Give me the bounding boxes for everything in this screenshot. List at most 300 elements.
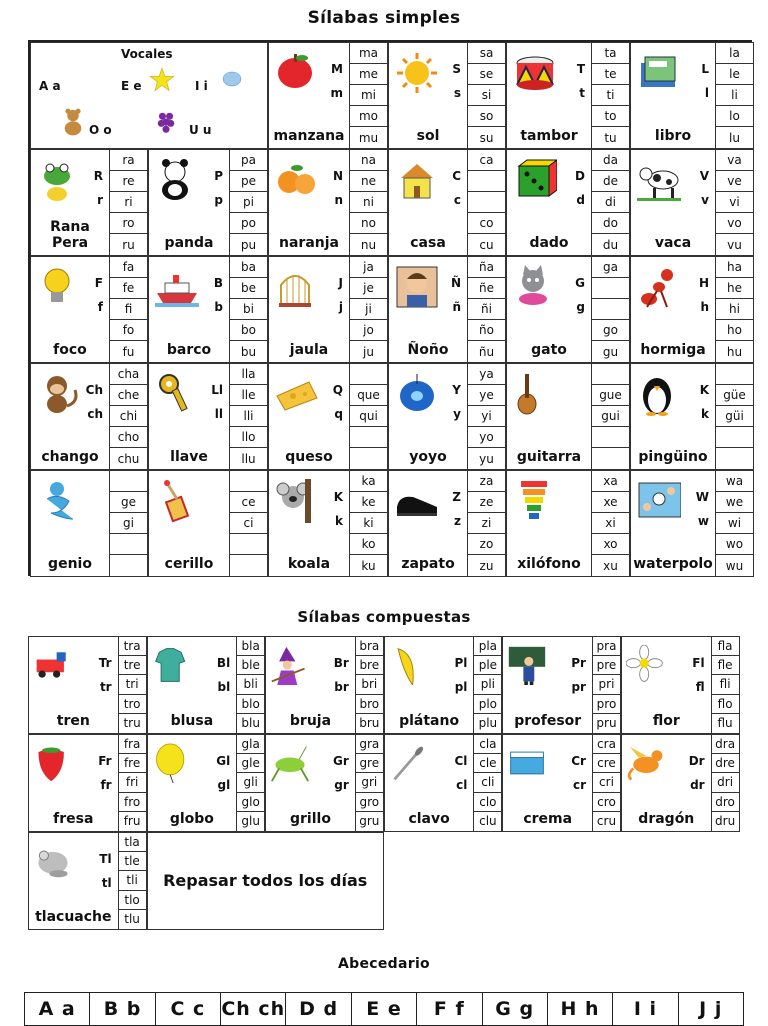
alphabet-letter: I i (613, 993, 678, 1025)
key-word: pingüino (638, 449, 708, 465)
xylophone-icon (513, 479, 557, 523)
syllable-block (30, 256, 148, 363)
letter: tr (99, 680, 112, 694)
alphabet-letter: Ch ch (221, 993, 286, 1025)
syllable-column (711, 637, 739, 733)
syllable-column (591, 43, 629, 148)
syllable-cell: pu (240, 237, 257, 252)
key-letters (575, 164, 585, 212)
syllable-cell: ji (350, 299, 387, 320)
syllable-cell: na (350, 150, 387, 171)
syllable-cell: tre (119, 656, 146, 675)
syllable-cell: ce (230, 492, 267, 513)
syllable-cell: gra (356, 735, 383, 754)
syllable-cell: gli (237, 773, 264, 792)
syllable-cell: cha (110, 364, 147, 385)
key-word: llave (170, 449, 208, 465)
syllable-column (592, 735, 620, 831)
letter: Tl (99, 852, 112, 866)
syllable-cell: fro (119, 793, 146, 812)
syllable-cell: wu (725, 558, 744, 573)
syllable-cell: ha (716, 257, 753, 278)
syllable-cell: tlu (124, 912, 140, 927)
syllable-block (265, 734, 384, 832)
syllable-column (591, 257, 629, 362)
syllable-cell: ro (110, 213, 147, 234)
syllable-cell: flu (717, 716, 733, 731)
witch-icon (270, 645, 310, 685)
syllable-cell: fe (110, 278, 147, 299)
syllable-block (506, 42, 630, 149)
syllable-cell: re (110, 171, 147, 192)
koala-icon (275, 479, 319, 523)
syllable-block (506, 470, 630, 577)
syllable-cell: xa (592, 471, 629, 492)
letter: Bl (216, 656, 231, 670)
syllable-cell: ra (110, 150, 147, 171)
syllable-cell: lo (716, 106, 753, 127)
syllable-cell: chi (110, 406, 147, 427)
key-word: crema (523, 811, 573, 827)
letter: H (698, 276, 709, 290)
letter: br (334, 680, 349, 694)
letter: b (214, 300, 223, 314)
syllable-cell: tru (123, 716, 141, 731)
key-word: Rana Pera (50, 219, 90, 251)
letter: g (576, 300, 585, 314)
syllable-column (118, 637, 146, 733)
vowel-u: U u (189, 123, 212, 137)
letter: N (332, 169, 343, 183)
syllable-cell: gi (110, 513, 147, 534)
key-letters (217, 651, 230, 699)
letter: p (214, 193, 223, 207)
letter: Fr (98, 754, 112, 768)
letter: Tr (98, 656, 112, 670)
letter: q (334, 407, 343, 421)
syllable-cell: xe (592, 492, 629, 513)
syllable-block (506, 363, 630, 470)
key-icon (155, 372, 199, 416)
key-word: vaca (654, 235, 692, 251)
letter: Fl (692, 656, 705, 670)
key-word: tren (56, 713, 90, 729)
syllable-column (236, 637, 264, 733)
syllable-cell (350, 448, 387, 469)
syllable-cell: zu (479, 558, 494, 573)
syllable-cell: du (602, 237, 619, 252)
syllable-cell: vu (727, 237, 742, 252)
syllable-cell: ñe (468, 278, 505, 299)
syllable-cell: ri (110, 192, 147, 213)
book-icon (637, 51, 681, 95)
guitar-icon (513, 372, 557, 416)
letter: ñ (452, 300, 461, 314)
syllable-block (388, 363, 506, 470)
key-letters (333, 164, 343, 212)
letter: D (575, 169, 585, 183)
panda-icon (155, 158, 199, 202)
letter: k (701, 407, 709, 421)
key-word: genio (48, 556, 92, 572)
letter: K (333, 490, 343, 504)
key-word: cerillo (164, 556, 214, 572)
syllable-cell: co (468, 213, 505, 234)
syllable-cell: cro (593, 793, 620, 812)
match-icon (155, 479, 199, 523)
syllable-cell: ze (468, 492, 505, 513)
key-word: grillo (290, 811, 331, 827)
syllable-column (467, 257, 505, 362)
syllable-cell: ne (350, 171, 387, 192)
key-word: casa (410, 235, 446, 251)
vowels-heading: Vocales (121, 47, 173, 61)
key-letters (700, 378, 709, 426)
syllable-column (109, 364, 147, 469)
letter: Y (452, 383, 461, 397)
syllable-column (591, 150, 629, 255)
syllable-cell (230, 471, 267, 492)
syllable-column (715, 43, 753, 148)
key-letters (452, 57, 461, 105)
syllable-cell: le (716, 64, 753, 85)
syllable-column (473, 637, 501, 733)
syllable-cell: ple (474, 656, 501, 675)
syllable-cell: xo (592, 534, 629, 555)
syllable-cell: ño (468, 320, 505, 341)
syllable-cell: pla (474, 637, 501, 656)
syllable-cell: he (716, 278, 753, 299)
key-word: hormiga (640, 342, 706, 358)
syllable-cell: glo (237, 793, 264, 812)
syllable-block (147, 636, 266, 734)
letter: s (453, 86, 461, 100)
syllable-column (467, 364, 505, 469)
syllable-column (355, 735, 383, 831)
syllable-cell: fle (712, 656, 739, 675)
alphabet-letter: C c (156, 993, 221, 1025)
syllable-cell: gue (592, 385, 629, 406)
key-letters (214, 271, 223, 319)
syllable-cell: ma (350, 43, 387, 64)
syllable-cell: mu (358, 130, 379, 145)
key-letters (94, 164, 103, 212)
syllable-cell: wo (716, 534, 753, 555)
syllable-cell: gui (592, 406, 629, 427)
syllable-cell: je (350, 278, 387, 299)
syllable-cell: mi (350, 85, 387, 106)
syllable-block (630, 256, 754, 363)
letter: Ñ (450, 276, 461, 290)
syllable-cell: llo (230, 427, 267, 448)
ship-icon (155, 265, 199, 309)
syllable-column (118, 735, 146, 831)
letter: fr (100, 778, 112, 792)
syllable-cell (592, 364, 629, 385)
syllable-cell: pra (593, 637, 620, 656)
syllable-cell: ho (716, 320, 753, 341)
key-word: jaula (289, 342, 329, 358)
letter: gl (217, 778, 231, 792)
letter: w (697, 514, 709, 528)
syllable-column (109, 150, 147, 255)
letter: f (97, 300, 103, 314)
syllable-cell: ki (350, 513, 387, 534)
syllable-block (30, 470, 148, 577)
syllable-cell: dro (712, 793, 739, 812)
alphabet-letter: H h (548, 993, 613, 1025)
key-word: fresa (53, 811, 94, 827)
syllable-block (30, 363, 148, 470)
syllable-cell (350, 364, 387, 385)
syllable-cell: fru (123, 814, 141, 829)
letter: ll (214, 407, 223, 421)
cream-icon (507, 743, 547, 783)
syllable-cell: nu (360, 237, 377, 252)
pool-icon (637, 479, 681, 523)
alphabet-letter: A a (25, 993, 90, 1025)
syllable-column (473, 735, 501, 831)
grapes-icon (153, 103, 179, 139)
syllable-cell: cra (593, 735, 620, 754)
key-letters (451, 271, 461, 319)
syllable-block (147, 734, 266, 832)
key-word: globo (169, 811, 214, 827)
cage-icon (275, 265, 319, 309)
key-letters (95, 271, 103, 319)
syllable-cell: güi (716, 406, 753, 427)
syllable-block (265, 636, 384, 734)
key-letters (334, 485, 343, 533)
syllable-cell: bru (359, 716, 380, 731)
cheese-icon (275, 372, 319, 416)
key-letters (334, 651, 349, 699)
letter: Dr (688, 754, 705, 768)
syllable-cell: ku (361, 558, 376, 573)
syllable-cell (110, 471, 147, 492)
star-icon (149, 67, 175, 93)
syllable-cell: ba (230, 257, 267, 278)
syllable-column (236, 735, 264, 831)
alphabet-letter: E e (352, 993, 417, 1025)
syllable-cell: te (592, 64, 629, 85)
key-word: profesor (514, 713, 582, 729)
syllable-cell: ta (592, 43, 629, 64)
syllable-cell: yu (479, 451, 494, 466)
syllable-cell: flo (712, 695, 739, 714)
syllable-block (506, 149, 630, 256)
syllable-cell: tle (119, 852, 146, 871)
syllable-cell: ni (350, 192, 387, 213)
key-letters (454, 749, 467, 797)
key-letters (99, 651, 112, 699)
letter: Cl (454, 754, 468, 768)
syllable-block (30, 149, 148, 256)
balloon-icon (152, 743, 192, 783)
syllable-block (28, 636, 147, 734)
syllable-block (268, 149, 388, 256)
syllable-cell: dra (712, 735, 739, 754)
syllable-column (591, 471, 629, 576)
letter: v (701, 193, 709, 207)
syllable-cell (110, 555, 147, 576)
syllable-cell: cli (474, 773, 501, 792)
syllable-cell: pru (596, 716, 617, 731)
banana-icon (389, 645, 429, 685)
syllable-cell: pe (230, 171, 267, 192)
train-icon (33, 645, 73, 685)
syllable-block (268, 363, 388, 470)
syllable-column (467, 43, 505, 148)
syllable-column (715, 257, 753, 362)
syllable-block (502, 636, 621, 734)
syllable-block (506, 256, 630, 363)
syllable-cell: ye (468, 385, 505, 406)
key-word: clavo (408, 811, 450, 827)
alphabet-letter: F f (417, 993, 482, 1025)
syllable-block (148, 363, 268, 470)
syllable-cell: pi (230, 192, 267, 213)
syllable-cell: ke (350, 492, 387, 513)
syllable-cell: gri (356, 773, 383, 792)
key-word: guitarra (516, 449, 582, 465)
syllable-cell: jo (350, 320, 387, 341)
syllable-block (388, 42, 506, 149)
key-word: foco (53, 342, 87, 358)
syllable-cell: clo (474, 793, 501, 812)
key-letters (692, 651, 704, 699)
syllable-cell: chu (117, 451, 140, 466)
syllable-cell: go (592, 320, 629, 341)
syllable-cell: ñi (468, 299, 505, 320)
syllable-cell: pa (230, 150, 267, 171)
key-letters (452, 164, 461, 212)
key-letters (701, 57, 709, 105)
letter: C (452, 169, 461, 183)
syllable-cell: gu (602, 344, 619, 359)
key-word: manzana (273, 128, 345, 144)
syllable-cell: gru (359, 814, 380, 829)
syllable-column (711, 735, 739, 831)
key-word: flor (652, 713, 680, 729)
syllable-column (109, 471, 147, 576)
key-letters (216, 749, 230, 797)
syllable-block (630, 42, 754, 149)
letter: S (452, 62, 461, 76)
letter: n (334, 193, 343, 207)
vowel-a: A a (39, 79, 61, 93)
syllable-block (384, 734, 503, 832)
key-letters (333, 378, 343, 426)
syllable-cell: to (592, 106, 629, 127)
vowel-i: I i (195, 79, 208, 93)
letter: M (331, 62, 343, 76)
letter: R (93, 169, 103, 183)
alphabet-letter: J j (699, 998, 723, 1020)
syllable-cell: fre (119, 754, 146, 773)
letter: Br (333, 656, 349, 670)
key-word: tambor (520, 128, 578, 144)
letter: P (214, 169, 223, 183)
syllable-cell: xi (592, 513, 629, 534)
syllable-cell: no (350, 213, 387, 234)
syllable-block (148, 256, 268, 363)
syllable-cell: tlo (119, 891, 146, 910)
spider-icon (73, 65, 95, 87)
syllable-cell (592, 299, 629, 320)
syllable-cell (592, 448, 629, 469)
key-letters (696, 485, 709, 533)
syllable-cell: bro (356, 695, 383, 714)
letter: Ch (85, 383, 103, 397)
letter: V (699, 169, 709, 183)
syllable-cell: va (716, 150, 753, 171)
vowel-o: O o (89, 123, 112, 137)
syllable-cell: so (468, 106, 505, 127)
syllable-block (621, 636, 740, 734)
letter: m (330, 86, 343, 100)
syllable-cell: la (716, 43, 753, 64)
letter: Z (452, 490, 461, 504)
syllable-block (630, 149, 754, 256)
syllable-cell: dru (715, 814, 736, 829)
alphabet-title: Abecedario (338, 956, 430, 972)
syllable-cell (468, 192, 505, 213)
letter: F (94, 276, 103, 290)
syllable-cell: clu (479, 814, 497, 829)
syllable-cell: do (592, 213, 629, 234)
syllable-cell: tra (119, 637, 146, 656)
syllable-block (148, 470, 268, 577)
syllable-column (591, 364, 629, 469)
syllable-cell: ru (122, 237, 135, 252)
simple-syllables-table (28, 40, 752, 576)
syllable-column (229, 471, 267, 576)
syllable-cell: di (592, 192, 629, 213)
syllable-cell: blo (237, 695, 264, 714)
syllable-cell: de (592, 171, 629, 192)
syllable-cell (716, 448, 753, 469)
syllable-cell: po (230, 213, 267, 234)
syllable-cell: fu (122, 344, 135, 359)
syllable-cell: fra (119, 735, 146, 754)
syllable-cell: ca (468, 150, 505, 171)
penguin-icon (637, 372, 681, 416)
syllable-cell: güe (716, 385, 753, 406)
blouse-icon (152, 645, 192, 685)
syllable-cell: tla (119, 833, 146, 852)
letter: tl (101, 876, 112, 890)
syllable-cell: ñu (478, 344, 495, 359)
letter: L (701, 62, 709, 76)
syllable-block (268, 42, 388, 149)
syllable-cell (230, 555, 267, 576)
opossum-icon (33, 841, 73, 881)
syllable-column (349, 471, 387, 576)
syllable-cell: yo (468, 427, 505, 448)
syllable-cell: wa (716, 471, 753, 492)
syllable-cell: fo (110, 320, 147, 341)
sun-icon (395, 51, 439, 95)
letter: j (338, 300, 343, 314)
key-letters (330, 57, 343, 105)
compound-syllables-table (28, 636, 740, 930)
syllable-column (355, 637, 383, 733)
letter: Gl (216, 754, 231, 768)
syllable-cell: bli (237, 675, 264, 694)
key-word: blusa (170, 713, 214, 729)
yoyo-icon (395, 372, 439, 416)
